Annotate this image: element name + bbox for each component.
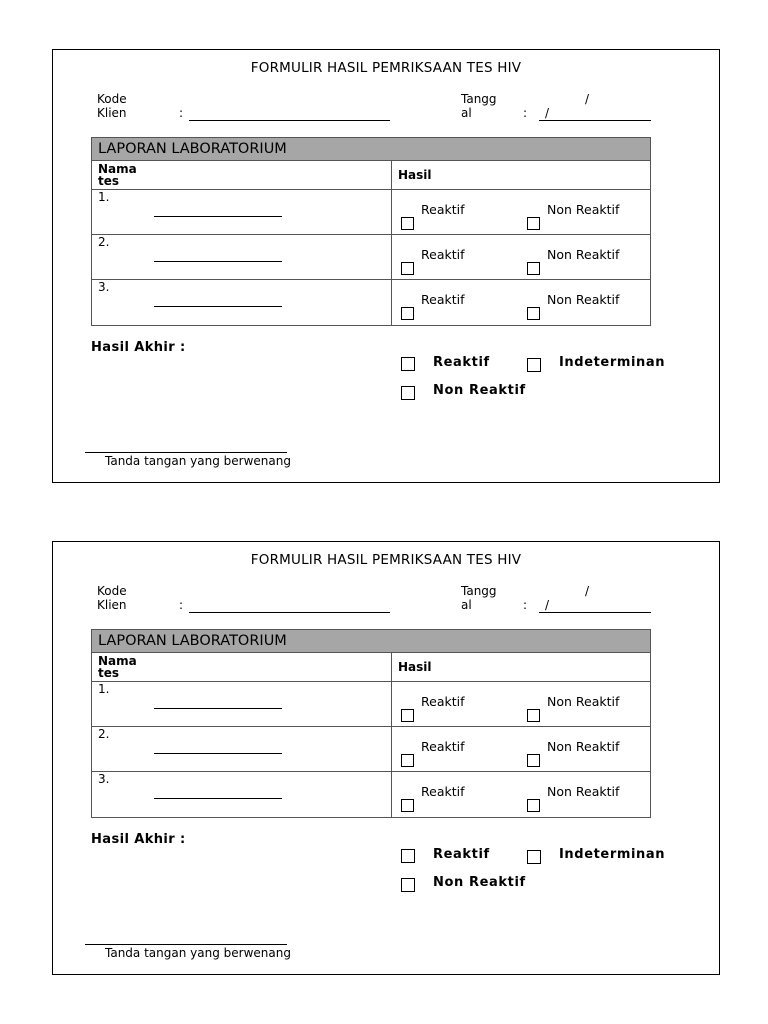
tanggal-label (461, 584, 497, 612)
hasil-akhir-label: Hasil Akhir : (91, 340, 186, 355)
hiv-form-1 (52, 49, 720, 483)
final-non-reaktif-label: Non Reaktif (433, 875, 526, 890)
test-name-field[interactable] (154, 753, 282, 754)
non-reaktif-label: Non Reaktif (547, 247, 620, 262)
signature-line[interactable] (85, 944, 287, 945)
col-header-hasil: Hasil (398, 168, 432, 182)
non-reaktif-label: Non Reaktif (547, 292, 620, 307)
signature-line[interactable] (85, 452, 287, 453)
kode-label (97, 92, 127, 120)
final-non-reaktif-checkbox[interactable] (401, 878, 415, 892)
lab-results-table (91, 653, 651, 818)
tanggal-colon: : (523, 106, 528, 120)
non-reaktif-checkbox[interactable] (527, 307, 540, 320)
row-divider (92, 681, 650, 682)
non-reaktif-label: Non Reaktif (547, 202, 620, 217)
final-indeterminan-checkbox[interactable] (527, 358, 541, 372)
lab-results-table (91, 161, 651, 326)
tanggal-field[interactable] (539, 120, 651, 121)
reaktif-label: Reaktif (421, 739, 465, 754)
non-reaktif-checkbox[interactable] (527, 262, 540, 275)
test-name-field[interactable] (154, 708, 282, 709)
form-title: FORMULIR HASIL PEMRIKSAAN TES HIV (250, 60, 522, 76)
non-reaktif-label: Non Reaktif (547, 784, 620, 799)
row-number: 1. (98, 682, 110, 696)
final-reaktif-label: Reaktif (433, 355, 490, 370)
hiv-form-2 (52, 541, 720, 975)
tanggal-label-line1: Tangg (461, 584, 497, 598)
row-divider (92, 234, 650, 235)
col-header-nama-line1: Nama (98, 654, 137, 668)
test-name-field[interactable] (154, 261, 282, 262)
reaktif-label: Reaktif (421, 247, 465, 262)
test-name-field[interactable] (154, 306, 282, 307)
kode-colon: : (179, 598, 184, 612)
column-divider (391, 161, 392, 325)
test-name-field[interactable] (154, 798, 282, 799)
non-reaktif-label: Non Reaktif (547, 694, 620, 709)
final-non-reaktif-label: Non Reaktif (433, 383, 526, 398)
row-number: 3. (98, 280, 110, 294)
final-indeterminan-label: Indeterminan (559, 847, 666, 862)
row-number: 2. (98, 727, 110, 741)
tanggal-colon: : (523, 598, 528, 612)
row-number: 3. (98, 772, 110, 786)
kode-label-line2: Klien (97, 106, 127, 120)
non-reaktif-label: Non Reaktif (547, 739, 620, 754)
kode-label-line1: Kode (97, 92, 127, 106)
col-header-nama-tes (98, 655, 137, 679)
kode-label-line1: Kode (97, 584, 127, 598)
kode-label-line2: Klien (97, 598, 127, 612)
non-reaktif-checkbox[interactable] (527, 709, 540, 722)
lab-report-header: LAPORAN LABORATORIUM (91, 629, 651, 653)
tanggal-label-line2: al (461, 106, 472, 120)
col-header-hasil: Hasil (398, 660, 432, 674)
non-reaktif-checkbox[interactable] (527, 217, 540, 230)
date-separator-bottom: / (545, 106, 550, 120)
kode-label (97, 584, 127, 612)
row-divider (92, 726, 650, 727)
non-reaktif-checkbox[interactable] (527, 754, 540, 767)
kode-klien-field[interactable] (189, 120, 390, 121)
reaktif-checkbox[interactable] (401, 262, 414, 275)
tanggal-label-line2: al (461, 598, 472, 612)
signature-label: Tanda tangan yang berwenang (105, 454, 291, 468)
reaktif-label: Reaktif (421, 202, 465, 217)
row-number: 2. (98, 235, 110, 249)
reaktif-label: Reaktif (421, 292, 465, 307)
date-separator-top: / (585, 584, 590, 598)
reaktif-label: Reaktif (421, 784, 465, 799)
reaktif-checkbox[interactable] (401, 754, 414, 767)
form-title: FORMULIR HASIL PEMRIKSAAN TES HIV (250, 552, 522, 568)
final-reaktif-checkbox[interactable] (401, 849, 415, 863)
reaktif-checkbox[interactable] (401, 307, 414, 320)
col-header-nama-line2: tes (98, 174, 120, 188)
row-divider (92, 279, 650, 280)
final-non-reaktif-checkbox[interactable] (401, 386, 415, 400)
reaktif-checkbox[interactable] (401, 709, 414, 722)
tanggal-label-line1: Tangg (461, 92, 497, 106)
col-header-nama-line1: Nama (98, 162, 137, 176)
col-header-nama-tes (98, 163, 137, 187)
kode-colon: : (179, 106, 184, 120)
col-header-nama-line2: tes (98, 666, 120, 680)
hasil-akhir-label: Hasil Akhir : (91, 832, 186, 847)
tanggal-label (461, 92, 497, 120)
final-reaktif-checkbox[interactable] (401, 357, 415, 371)
test-name-field[interactable] (154, 216, 282, 217)
final-indeterminan-checkbox[interactable] (527, 850, 541, 864)
reaktif-checkbox[interactable] (401, 217, 414, 230)
column-divider (391, 653, 392, 817)
final-reaktif-label: Reaktif (433, 847, 490, 862)
lab-report-header: LAPORAN LABORATORIUM (91, 137, 651, 161)
date-separator-top: / (585, 92, 590, 106)
row-divider (92, 189, 650, 190)
tanggal-field[interactable] (539, 612, 651, 613)
final-indeterminan-label: Indeterminan (559, 355, 666, 370)
kode-klien-field[interactable] (189, 612, 390, 613)
row-divider (92, 771, 650, 772)
non-reaktif-checkbox[interactable] (527, 799, 540, 812)
signature-label: Tanda tangan yang berwenang (105, 946, 291, 960)
date-separator-bottom: / (545, 598, 550, 612)
reaktif-label: Reaktif (421, 694, 465, 709)
row-number: 1. (98, 190, 110, 204)
reaktif-checkbox[interactable] (401, 799, 414, 812)
